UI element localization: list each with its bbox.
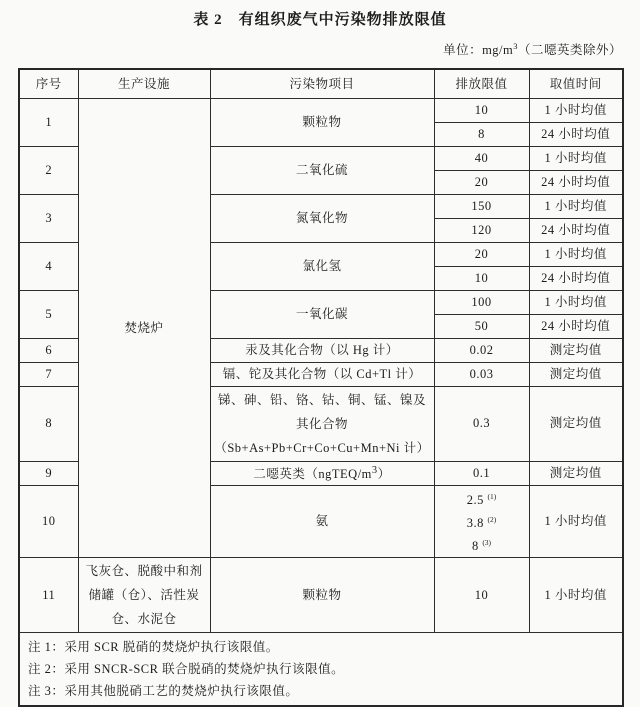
limit-cell: 20 <box>434 242 529 266</box>
header-time: 取值时间 <box>529 69 623 98</box>
note-line-3: 注 3：采用其他脱硝工艺的焚烧炉执行该限值。 <box>28 683 299 698</box>
limit-value: 3.8 <box>466 515 484 530</box>
limit-cell: 40 <box>434 146 529 170</box>
unit-note <box>18 40 622 58</box>
seq-cell: 4 <box>19 242 78 290</box>
seq-cell: 3 <box>19 194 78 242</box>
notes-row <box>19 632 623 706</box>
time-cell: 1 小时均值 <box>529 485 623 557</box>
seq-cell: 9 <box>19 461 78 485</box>
time-cell: 24 小时均值 <box>529 266 623 290</box>
pollutant-line: （Sb+As+Pb+Cr+Co+Cu+Mn+Ni 计） <box>214 440 430 455</box>
limit-cell <box>434 485 529 557</box>
time-cell: 1 小时均值 <box>529 194 623 218</box>
seq-cell: 11 <box>19 557 78 632</box>
seq-cell: 7 <box>19 362 78 386</box>
time-cell: 24 小时均值 <box>529 170 623 194</box>
notes-cell <box>19 632 623 706</box>
table-row <box>19 557 623 632</box>
limit-cell: 10 <box>434 557 529 632</box>
header-facility: 生产设施 <box>78 69 210 98</box>
pollutant-cell: 一氧化碳 <box>210 290 434 338</box>
time-cell: 测定均值 <box>529 386 623 461</box>
pollutant-text: 二噁英类（ngTEQ/m <box>253 466 372 481</box>
unit-note-prefix: 单位：mg/m <box>443 43 514 57</box>
pollutant-superscript: 3 <box>371 464 378 476</box>
time-cell: 1 小时均值 <box>529 290 623 314</box>
pollutant-line: 其化合物 <box>295 416 348 431</box>
seq-cell: 2 <box>19 146 78 194</box>
time-cell: 24 小时均值 <box>529 122 623 146</box>
limit-cell: 50 <box>434 314 529 338</box>
limit-value-line <box>438 533 526 556</box>
limit-cell: 10 <box>434 266 529 290</box>
limit-value: 8 <box>471 538 479 553</box>
header-row <box>19 69 623 98</box>
time-cell: 测定均值 <box>529 461 623 485</box>
pollutant-cell: 汞及其化合物（以 Hg 计） <box>210 338 434 362</box>
time-cell: 24 小时均值 <box>529 218 623 242</box>
pollutant-cell: 二氧化硫 <box>210 146 434 194</box>
pollutant-cell: 颗粒物 <box>210 557 434 632</box>
limit-cell: 0.3 <box>434 386 529 461</box>
emission-limits-table <box>18 68 624 707</box>
limit-value-line <box>438 510 526 533</box>
seq-cell: 6 <box>19 338 78 362</box>
header-limit: 排放限值 <box>434 69 529 98</box>
pollutant-cell: 颗粒物 <box>210 98 434 146</box>
header-index: 序号 <box>19 69 78 98</box>
note-line-1: 注 1：采用 SCR 脱硝的焚烧炉执行该限值。 <box>28 639 279 654</box>
limit-cell: 8 <box>434 122 529 146</box>
limit-value-line <box>438 487 526 510</box>
unit-note-superscript: 3 <box>513 40 518 51</box>
limit-cell: 150 <box>434 194 529 218</box>
time-cell: 1 小时均值 <box>529 98 623 122</box>
facility-line: 仓、水泥仓 <box>111 611 177 626</box>
facility-line: 飞灰仓、脱酸中和剂 <box>85 563 203 578</box>
pollutant-cell: 氨 <box>210 485 434 557</box>
seq-cell: 5 <box>19 290 78 338</box>
seq-cell: 8 <box>19 386 78 461</box>
seq-cell: 10 <box>19 485 78 557</box>
pollutant-cell: 氮氧化物 <box>210 194 434 242</box>
note-ref-superscript: (2) <box>487 514 497 524</box>
limit-cell: 100 <box>434 290 529 314</box>
pollutant-cell: 氯化氢 <box>210 242 434 290</box>
note-ref-superscript: (1) <box>487 491 497 501</box>
note-line-2: 注 2：采用 SNCR-SCR 联合脱硝的焚烧炉执行该限值。 <box>28 661 345 676</box>
time-cell: 1 小时均值 <box>529 146 623 170</box>
pollutant-line: 锑、砷、铅、铬、钴、铜、锰、镍及 <box>217 392 426 407</box>
header-pollutant: 污染物项目 <box>210 69 434 98</box>
time-cell: 1 小时均值 <box>529 557 623 632</box>
time-cell: 1 小时均值 <box>529 242 623 266</box>
note-ref-superscript: (3) <box>482 537 492 547</box>
limit-cell: 10 <box>434 98 529 122</box>
limit-cell: 20 <box>434 170 529 194</box>
seq-cell: 1 <box>19 98 78 146</box>
table-title: 表 2 有组织废气中污染物排放限值 <box>193 12 447 28</box>
pollutant-cell: 镉、铊及其化合物（以 Cd+Tl 计） <box>210 362 434 386</box>
limit-cell: 0.1 <box>434 461 529 485</box>
facility-cell-silos <box>78 557 210 632</box>
pollutant-cell <box>210 386 434 461</box>
time-cell: 24 小时均值 <box>529 314 623 338</box>
facility-line: 储罐（仓）、活性炭 <box>88 587 200 602</box>
time-cell: 测定均值 <box>529 338 623 362</box>
facility-cell-incinerator: 焚烧炉 <box>78 98 210 557</box>
pollutant-text: ） <box>377 466 391 481</box>
unit-note-suffix: （二噁英类除外） <box>517 43 622 57</box>
pollutant-cell <box>210 461 434 485</box>
limit-cell: 0.03 <box>434 362 529 386</box>
limit-cell: 0.02 <box>434 338 529 362</box>
limit-cell: 120 <box>434 218 529 242</box>
time-cell: 测定均值 <box>529 362 623 386</box>
table-row <box>19 98 623 122</box>
limit-value: 2.5 <box>466 492 484 507</box>
